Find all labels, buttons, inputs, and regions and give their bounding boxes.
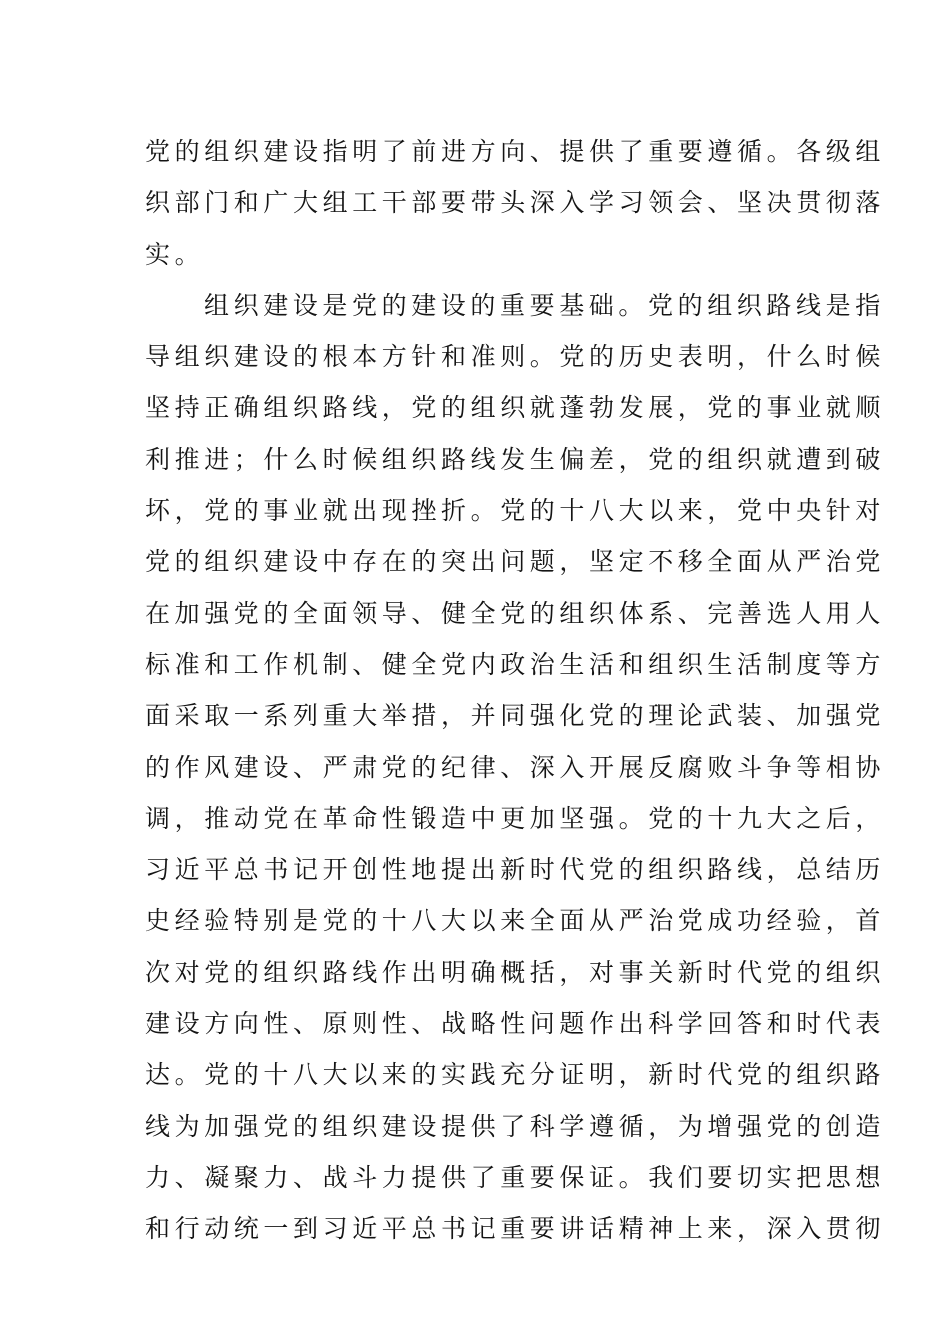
- text-line-5: 导组织建设的根本方针和准则。党的历史表明，什么时候: [145, 342, 886, 372]
- text-line-3: 实。: [145, 239, 205, 269]
- text-line-12: 面采取一系列重大举措，并同强化党的理论武装、加强党: [145, 701, 886, 731]
- text-line-21: 力、凝聚力、战斗力提供了重要保证。我们要切实把思想: [145, 1162, 886, 1192]
- body-text: [145, 126, 886, 1255]
- text-line-20: 线为加强党的组织建设提供了科学遵循，为增强党的创造: [145, 1111, 886, 1141]
- text-line-13: 的作风建设、严肃党的纪律、深入开展反腐败斗争等相协: [145, 752, 886, 782]
- text-line-19: 达。党的十八大以来的实践充分证明，新时代党的组织路: [145, 1060, 886, 1090]
- text-line-18: 建设方向性、原则性、战略性问题作出科学回答和时代表: [145, 1009, 886, 1039]
- text-line-11: 标准和工作机制、健全党内政治生活和组织生活制度等方: [145, 649, 886, 679]
- text-line-17: 次对党的组织路线作出明确概括，对事关新时代党的组织: [145, 957, 886, 987]
- text-line-2: 织部门和广大组工干部要带头深入学习领会、坚决贯彻落: [145, 188, 886, 218]
- text-line-14: 调，推动党在革命性锻造中更加坚强。党的十九大之后，: [145, 803, 886, 833]
- text-line-1: 党的组织建设指明了前进方向、提供了重要遵循。各级组: [145, 137, 886, 166]
- text-line-6: 坚持正确组织路线，党的组织就蓬勃发展，党的事业就顺: [145, 393, 886, 423]
- text-line-7: 利推进；什么时候组织路线发生偏差，党的组织就遭到破: [145, 444, 886, 474]
- text-line-22: 和行动统一到习近平总书记重要讲话精神上来，深入贯彻: [145, 1214, 886, 1244]
- text-line-15: 习近平总书记开创性地提出新时代党的组织路线，总结历: [145, 855, 886, 885]
- text-line-9: 党的组织建设中存在的突出问题，坚定不移全面从严治党: [145, 547, 886, 577]
- text-line-4: 组织建设是党的建设的重要基础。党的组织路线是指: [204, 290, 885, 320]
- text-line-10: 在加强党的全面领导、健全党的组织体系、完善选人用人: [145, 598, 886, 628]
- text-line-8: 坏，党的事业就出现挫折。党的十八大以来，党中央针对: [145, 496, 886, 526]
- text-line-16: 史经验特别是党的十八大以来全面从严治党成功经验，首: [145, 906, 886, 936]
